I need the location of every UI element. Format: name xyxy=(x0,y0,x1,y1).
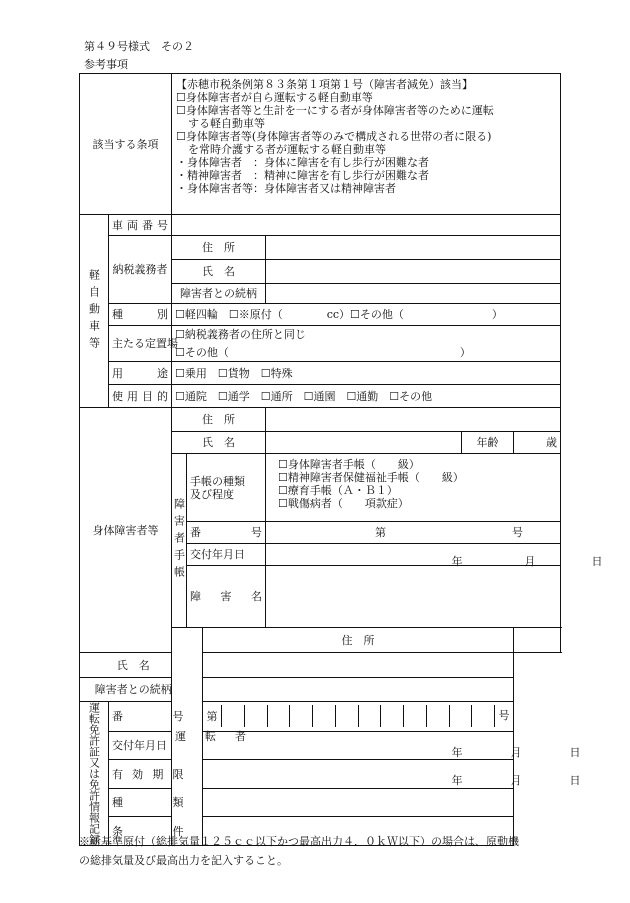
license-issue-day: 日 xyxy=(569,745,581,759)
vehicle-type-options[interactable]: ☐軽四輪 ☐※原付（ cc）☐その他（ ） xyxy=(172,304,561,326)
license-digit-box[interactable] xyxy=(380,705,403,727)
handbook-option-physical[interactable]: ☐身体障害者手帳（ 級） xyxy=(278,458,420,471)
age-unit: 歳 xyxy=(546,436,558,449)
purpose-label: 使用目的 xyxy=(109,385,172,408)
handbook-label: 障害者手帳 xyxy=(172,454,187,628)
license-digit-box[interactable] xyxy=(471,705,494,727)
disabled-person-label: 身体障害者等 xyxy=(80,408,172,653)
taxpayer-address-field[interactable] xyxy=(266,236,561,260)
age-field[interactable] xyxy=(514,432,561,454)
subtitle: 参考事項 xyxy=(84,58,128,71)
definition-mental: ・精神障害者 ：精神に障害を有し歩行が困難な者 xyxy=(176,169,429,182)
license-expiry-field[interactable] xyxy=(203,760,581,789)
disability-name-field[interactable] xyxy=(266,566,561,628)
license-issue-label: 交付年月日 xyxy=(109,731,187,760)
footnote-line-2: の総排気量及び最高出力を記入すること。 xyxy=(79,854,288,867)
license-number-label: 番 号 xyxy=(109,702,187,732)
handbook-kind-label-1: 手帳の種類 xyxy=(190,474,245,488)
license-issue-year: 年 xyxy=(451,745,463,759)
license-kind-field[interactable] xyxy=(203,788,514,817)
footnote-line-1: ※新基準原付（総排気量１２５ｃｃ以下かつ最高出力４．０ｋＷ以下）の場合は、原動機 xyxy=(79,835,519,848)
clause-option-3[interactable]: ☐身体障害者等(身体障害者等のみで構成される世帯の者に限る) xyxy=(176,130,492,143)
license-condition-label: 条 件 xyxy=(109,817,187,846)
storage-label: 主たる定置場 xyxy=(109,326,172,362)
license-number-suffix: 号 xyxy=(494,705,513,727)
driver-address-label: 住 所 xyxy=(203,628,514,653)
taxpayer-name-field[interactable] xyxy=(266,260,561,284)
license-expiry-day: 日 xyxy=(569,774,581,788)
handbook-issue-day: 日 xyxy=(591,554,603,568)
use-label: 用 途 xyxy=(109,362,172,385)
license-issue-month: 月 xyxy=(510,745,522,759)
license-expiry-label: 有効期限 xyxy=(109,760,187,789)
vehicle-type-label: 種 別 xyxy=(109,304,172,326)
handbook-issue-field[interactable] xyxy=(266,544,603,568)
driver-address-field[interactable] xyxy=(514,628,561,653)
handbook-kind-options xyxy=(266,454,561,522)
license-digit-box[interactable] xyxy=(312,705,335,727)
age-label: 年齢 xyxy=(462,432,514,454)
disabled-address-field[interactable] xyxy=(266,408,561,432)
handbook-issue-month: 月 xyxy=(524,554,536,568)
license-digit-box[interactable] xyxy=(449,705,472,727)
license-kind-label: 種 類 xyxy=(109,788,187,817)
vehicle-number-label: 車両番号 xyxy=(109,215,172,236)
storage-option-same[interactable]: ☐納税義務者の住所と同じ xyxy=(172,326,561,344)
handbook-option-mental[interactable]: ☐精神障害者保健福祉手帳（ 級） xyxy=(278,471,464,484)
license-expiry-month: 月 xyxy=(510,774,522,788)
use-options[interactable]: ☐乗用 ☐貨物 ☐特殊 xyxy=(172,362,561,385)
disabled-name-field[interactable] xyxy=(266,432,462,454)
driver-relation-label: 障害者との続柄 xyxy=(80,678,187,702)
handbook-number-label: 番 号 xyxy=(187,522,266,544)
license-digit-box[interactable] xyxy=(403,705,426,727)
handbook-number-field[interactable] xyxy=(266,522,561,544)
driver-label: 運 転 者 xyxy=(172,628,203,846)
clause-option-1[interactable]: ☐身体障害者が自ら運転する軽自動車等 xyxy=(176,91,373,104)
handbook-number-prefix: 第 xyxy=(375,526,386,539)
taxpayer-relation-field[interactable] xyxy=(266,284,561,304)
storage-option-other[interactable]: ☐その他（ ） xyxy=(172,344,561,362)
vehicle-group-label: 軽自動車等 xyxy=(80,215,109,408)
driver-relation-field[interactable] xyxy=(203,678,514,702)
driver-name-label: 氏 名 xyxy=(80,653,187,678)
clause-option-2[interactable]: ☐身体障害者等と生計を一にする者が身体障害者等のために運転 xyxy=(176,104,494,117)
taxpayer-label: 納税義務者 xyxy=(109,236,172,304)
handbook-number-suffix: 号 xyxy=(512,526,524,539)
handbook-kind-label-2: 及び程度 xyxy=(190,487,234,501)
license-number-field[interactable] xyxy=(203,702,514,732)
license-number-prefix: 第 xyxy=(206,709,218,723)
license-digit-box[interactable] xyxy=(267,705,290,727)
license-group-label: 運転免許証又は免許情報記録 xyxy=(80,702,109,846)
disabled-name-label: 氏 名 xyxy=(172,432,266,454)
clause-title: 【赤穂市税条例第８３条第１項第１号（障害者減免）該当】 xyxy=(176,78,473,91)
definition-disabled: ・身体障害者等：身体障害者又は精神障害者 xyxy=(176,182,396,195)
handbook-option-ryoiku[interactable]: ☐療育手帳（Ａ・Ｂ１） xyxy=(278,484,398,497)
license-digit-box[interactable] xyxy=(335,705,358,727)
taxpayer-relation-label: 障害者との続柄 xyxy=(172,284,266,304)
disabled-address-label: 住 所 xyxy=(172,408,266,432)
definition-physical: ・身体障害者 ：身体に障害を有し歩行が困難な者 xyxy=(176,156,429,169)
reference-form-table xyxy=(79,73,603,846)
applicable-clauses xyxy=(172,74,561,215)
handbook-issue-year: 年 xyxy=(451,554,463,568)
driver-name-field[interactable] xyxy=(203,653,514,678)
form-number: 第４９号様式 その２ xyxy=(84,40,194,53)
license-digit-box[interactable] xyxy=(221,705,244,727)
vehicle-number-field[interactable] xyxy=(172,215,561,236)
taxpayer-address-label: 住 所 xyxy=(172,236,266,260)
clause-option-2-cont: する軽自動車等 xyxy=(188,117,265,130)
handbook-option-war[interactable]: ☐戦傷病者（ 項款症） xyxy=(278,497,409,510)
license-digit-box[interactable] xyxy=(358,705,381,727)
handbook-issue-label: 交付年月日 xyxy=(187,544,266,566)
taxpayer-name-label: 氏 名 xyxy=(172,260,266,284)
clause-option-3-cont: を常時介護する者が運転する軽自動車等 xyxy=(188,143,386,156)
applicable-label: 該当する条項 xyxy=(80,74,172,215)
disability-name-label: 障害名 xyxy=(187,566,266,628)
purpose-options[interactable]: ☐通院 ☐通学 ☐通所 ☐通園 ☐通勤 ☐その他 xyxy=(172,385,561,408)
license-digit-box[interactable] xyxy=(289,705,312,727)
license-digit-box[interactable] xyxy=(426,705,449,727)
license-digit-box[interactable] xyxy=(244,705,267,727)
license-expiry-year: 年 xyxy=(451,774,463,788)
handbook-kind-label xyxy=(187,454,266,522)
